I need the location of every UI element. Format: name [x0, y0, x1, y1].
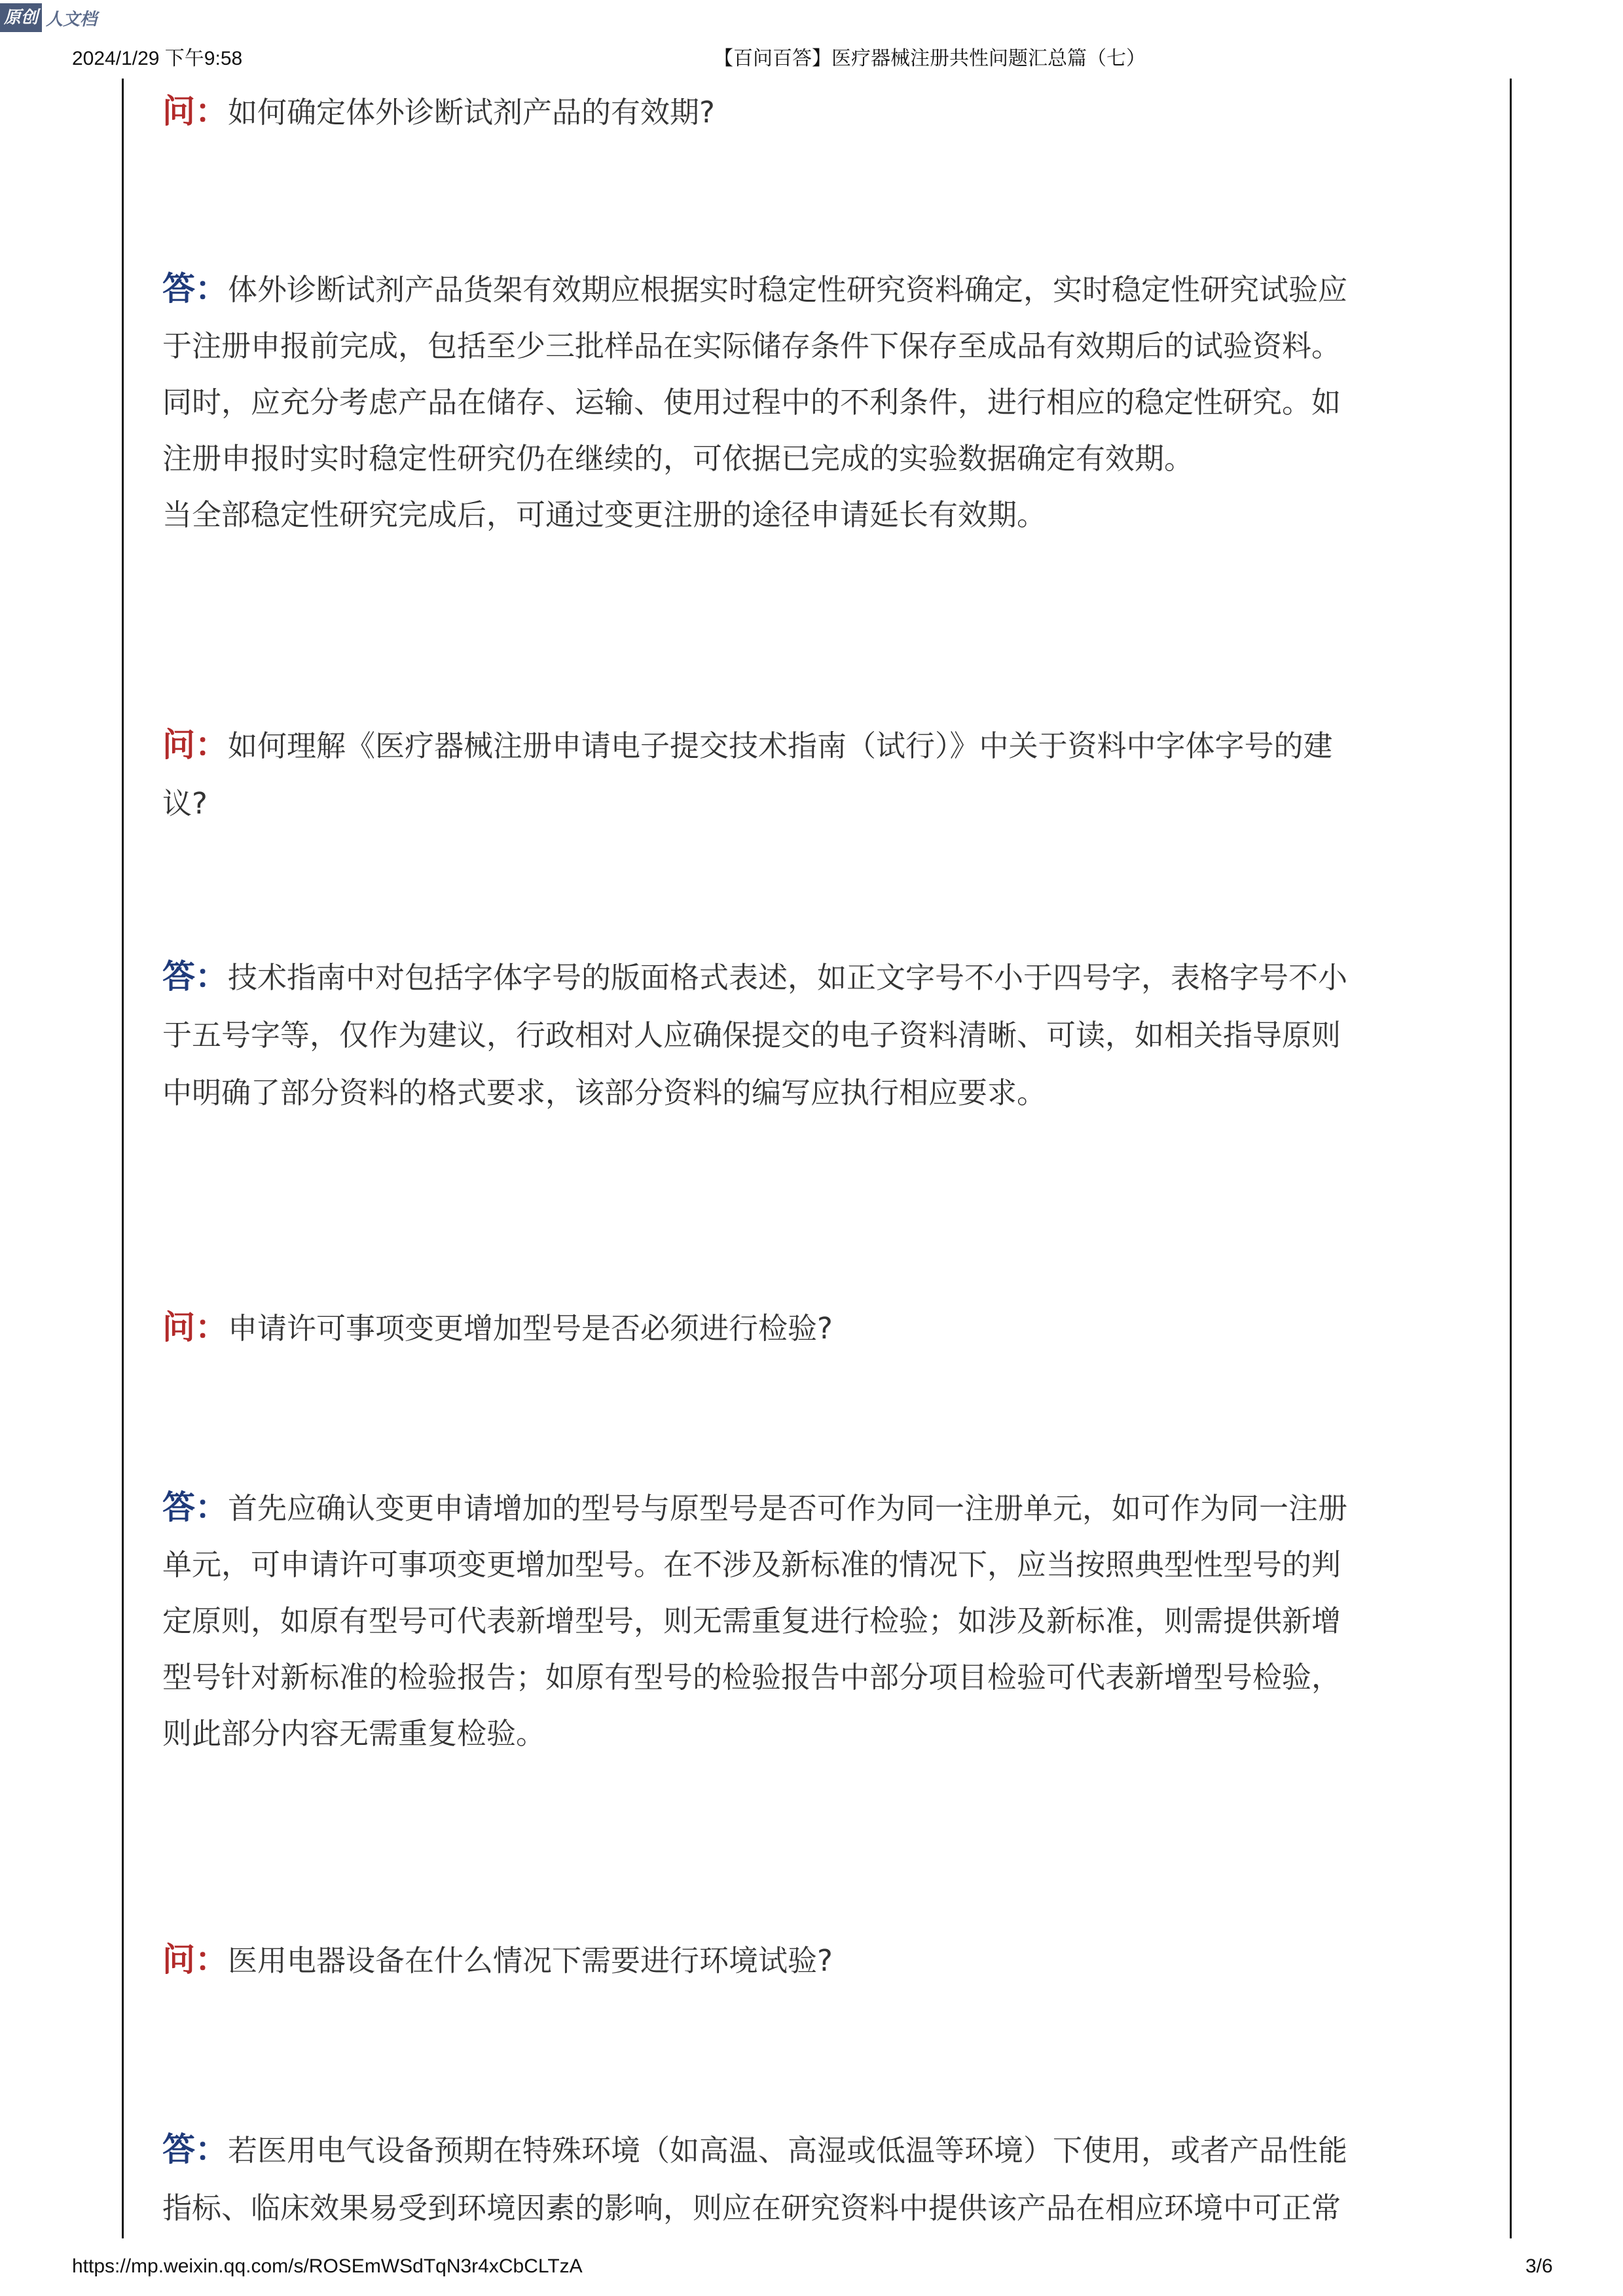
answer-text: 于注册申报前完成，包括至少三批样品在实际储存条件下保存至成品有效期后的试验资料。 — [162, 329, 1341, 363]
answer-text: 单元，可申请许可事项变更增加型号。在不涉及新标准的情况下，应当按照典型性型号的判 — [162, 1547, 1341, 1582]
answer-text: 注册申报时实时稳定性研究仍在继续的，可依据已完成的实验数据确定有效期。 — [162, 441, 1194, 476]
answer-text: 于五号字等，仅作为建议，行政相对人应确保提交的电子资料清晰、可读，如相关指导原则 — [162, 1018, 1341, 1052]
answer-text: 中明确了部分资料的格式要求，该部分资料的编写应执行相应要求。 — [162, 1075, 1047, 1110]
answer-text: 型号针对新标准的检验报告；如原有型号的检验报告中部分项目检验可代表新增型号检验， — [162, 1660, 1341, 1695]
right-border-line — [1510, 79, 1512, 2238]
question-1: 问：如何确定体外诊断试剂产品的有效期? — [162, 92, 715, 130]
question-text: 议? — [162, 786, 208, 821]
answer-text: 定原则，如原有型号可代表新增型号，则无需重复进行检验；如涉及新标准，则需提供新增 — [162, 1604, 1341, 1638]
answer-label: 答 — [162, 2130, 195, 2168]
logo-badge: 原创 — [0, 3, 42, 32]
answer-text: 指标、临床效果易受到环境因素的影响，则应在研究资料中提供该产品在相应环境中可正常 — [162, 2191, 1341, 2225]
question-4: 问：医用电器设备在什么情况下需要进行环境试验? — [162, 1941, 833, 1979]
footer-page-number: 3/6 — [1525, 2255, 1553, 2277]
answer-3: 答：首先应确认变更申请增加的型号与原型号是否可作为同一注册单元，如可作为同一注册 单元，可申请许可事项变更增加型号。在不涉及新标准的情况下，应当按照典型性型号的判 定原则，如原有型号可代表新增型号，则无需重复进行检验；如涉及新标准，则需提供新增 型号针对新标准的检验报告；如原有型号的检验报告中部分项目检验可代表新增型号检验， 则此部分内容无需重复检验。 — [162, 1479, 1478, 1762]
watermark-logo — [0, 3, 97, 33]
answer-label: 答 — [162, 1488, 195, 1526]
question-text: 申请许可事项变更增加型号是否必须进行检验? — [228, 1311, 833, 1346]
answer-label: 答 — [162, 270, 195, 308]
answer-text: 则此部分内容无需重复检验。 — [162, 1716, 546, 1751]
answer-2: 答：技术指南中对包括字体字号的版面格式表述，如正文字号不小于四号字，表格字号不小 于五号字等，仅作为建议，行政相对人应确保提交的电子资料清晰、可读，如相关指导原则 中明确了部分资料的格式要求，该部分资料的编写应执行相应要求。 — [162, 948, 1478, 1122]
question-text: 如何理解《医疗器械注册申请电子提交技术指南（试行）》中关于资料中字体字号的建 — [228, 728, 1333, 763]
header-title: 【百问百答】医疗器械注册共性问题汇总篇（七） — [714, 47, 1146, 70]
footer-url: https://mp.weixin.qq.com/s/ROSEmWSdTqN3r4xCbCLTzA — [72, 2255, 583, 2277]
answer-label: 答 — [162, 958, 195, 996]
question-label: 问 — [162, 1941, 195, 1979]
question-text: 如何确定体外诊断试剂产品的有效期? — [228, 95, 715, 130]
answer-1: 答：体外诊断试剂产品货架有效期应根据实时稳定性研究资料确定，实时稳定性研究试验应 于注册申报前完成，包括至少三批样品在实际储存条件下保存至成品有效期后的试验资料。 同时，应充分考虑产品在储存、运输、使用过程中的不利条件，进行相应的稳定性研究。如 注册申报时实时稳定性研究仍在继续的，可依据已完成的实验数据确定有效期。 当全部稳定性研究完成后，可通过变更注册的途径申请延长有效期。 — [162, 260, 1478, 543]
answer-text: 体外诊断试剂产品货架有效期应根据实时稳定性研究资料确定，实时稳定性研究试验应 — [228, 272, 1348, 307]
question-label: 问 — [162, 726, 195, 764]
question-label: 问 — [162, 1308, 195, 1346]
answer-4: 答：若医用电气设备预期在特殊环境（如高温、高湿或低温等环境）下使用，或者产品性能 指标、临床效果易受到环境因素的影响，则应在研究资料中提供该产品在相应环境中可正常 — [162, 2121, 1478, 2237]
question-text: 医用电器设备在什么情况下需要进行环境试验? — [228, 1943, 833, 1978]
answer-text: 首先应确认变更申请增加的型号与原型号是否可作为同一注册单元，如可作为同一注册 — [228, 1491, 1348, 1526]
question-label: 问 — [162, 92, 195, 130]
answer-text: 同时，应充分考虑产品在储存、运输、使用过程中的不利条件，进行相应的稳定性研究。如 — [162, 385, 1341, 420]
answer-text: 技术指南中对包括字体字号的版面格式表述，如正文字号不小于四号字，表格字号不小 — [228, 960, 1348, 995]
header-datetime: 2024/1/29 下午9:58 — [72, 48, 243, 69]
question-2: 问：如何理解《医疗器械注册申请电子提交技术指南（试行）》中关于资料中字体字号的建 议? — [162, 716, 1478, 833]
answer-text: 若医用电气设备预期在特殊环境（如高温、高湿或低温等环境）下使用，或者产品性能 — [228, 2133, 1348, 2168]
logo-text: 人文档 — [46, 9, 98, 29]
question-3: 问：申请许可事项变更增加型号是否必须进行检验? — [162, 1308, 833, 1346]
left-border-line — [122, 79, 124, 2238]
answer-text: 当全部稳定性研究完成后，可通过变更注册的途径申请延长有效期。 — [162, 497, 1047, 532]
